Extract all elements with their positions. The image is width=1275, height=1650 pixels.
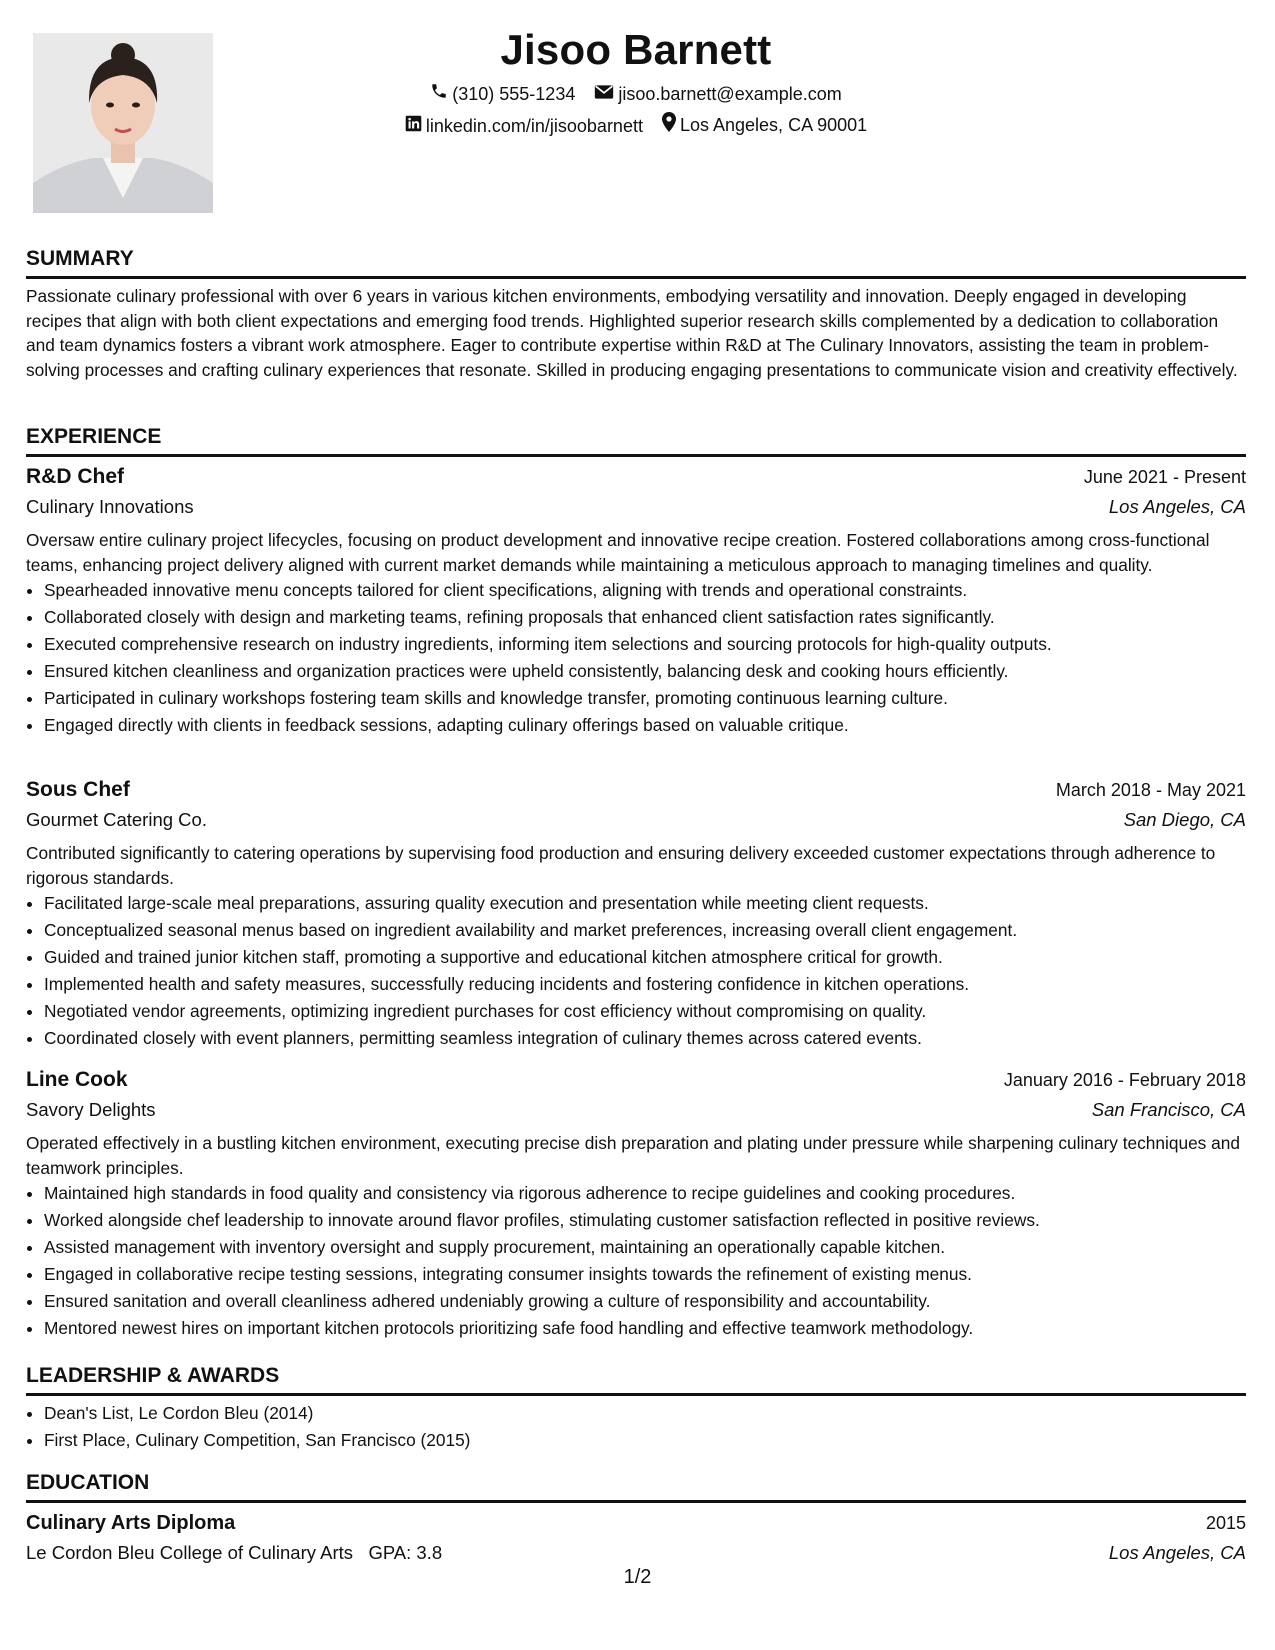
- summary-text: Passionate culinary professional with over 6 years in various kitchen environments, embodying versatility and innovation. Deeply engaged in developing recipes that align with both client expectations and emerging food trends. Highlighted superior research skills complemented by a dedication to collaboration and team dynamics fosters a vibrant work atmosphere. Eager to contribute expertise within R&D at The Culinary Innovators, assisting the team in problem-solving processes and crafting culinary experiences that resonate. Skilled in producing engaging presentations to communicate vision and creativity effectively.: [26, 286, 1238, 380]
- list-item: • Engaged directly with clients in feedback sessions, adapting culinary offerings based on valuable critique.: [44, 712, 1246, 739]
- list-item: • Implemented health and safety measures, successfully reducing incidents and fostering confidence in kitchen operations.: [44, 971, 1246, 998]
- page-number: 1/2: [623, 1566, 652, 1588]
- list-item: • Negotiated vendor agreements, optimizing ingredient purchases for cost efficiency without compromising on quality.: [44, 998, 1246, 1025]
- job-dates: March 2018 - May 2021: [1055, 780, 1246, 800]
- job-entry: [26, 462, 1246, 739]
- experience-heading: EXPERIENCE: [26, 424, 1246, 457]
- summary-heading: SUMMARY: [26, 246, 1246, 279]
- job-location: San Francisco, CA: [1091, 1099, 1246, 1120]
- job-description: Contributed significantly to catering operations by supervising food production and ensuring delivery exceeded customer expectations through adherence to rigorous standards.: [26, 843, 1216, 888]
- contact-line-1: [26, 82, 1246, 106]
- education-entry: [26, 1508, 1246, 1568]
- education-heading: EDUCATION: [26, 1470, 1246, 1503]
- list-item: • Spearheaded innovative menu concepts tailored for client specifications, aligning with trends and operational constraints.: [44, 577, 1246, 604]
- job-description: Operated effectively in a bustling kitchen environment, executing precise dish preparation and plating under pressure while sharpening culinary techniques and teamwork principles.: [26, 1133, 1240, 1178]
- list-item: • Facilitated large-scale meal preparations, assuring quality execution and presentation while meeting client requests.: [44, 890, 1246, 917]
- contact-email: [594, 82, 841, 106]
- phone-text[interactable]: (310) 555-1234: [452, 84, 576, 104]
- contact-line-2: [26, 112, 1246, 138]
- list-item: • Dean's List, Le Cordon Bleu (2014): [44, 1400, 1246, 1427]
- education-year: 2015: [1205, 1513, 1246, 1533]
- contact-linkedin: [405, 114, 643, 138]
- envelope-icon: [594, 82, 618, 106]
- list-item: • Assisted management with inventory oversight and supply procurement, maintaining an operationally capable kitchen.: [44, 1234, 1246, 1261]
- job-entry: [26, 1065, 1246, 1342]
- list-item: • Ensured kitchen cleanliness and organization practices were upheld consistently, balancing desk and cooking hours efficiently.: [44, 658, 1246, 685]
- job-dates: January 2016 - February 2018: [1003, 1070, 1246, 1090]
- school-line: [26, 1538, 442, 1568]
- location-text: Los Angeles, CA 90001: [679, 115, 868, 135]
- job-entry: [26, 775, 1246, 1052]
- job-company: Savory Delights: [26, 1099, 156, 1120]
- school-name: Le Cordon Bleu College of Culinary Arts: [26, 1542, 354, 1563]
- job-company: Culinary Innovations: [26, 496, 194, 517]
- candidate-name: Jisoo Barnett: [500, 26, 772, 73]
- linkedin-link[interactable]: linkedin.com/in/jisoobarnett: [425, 116, 643, 136]
- job-bullets: [26, 577, 1246, 739]
- linkedin-icon: [405, 114, 426, 138]
- list-item: • Ensured sanitation and overall cleanliness adhered undeniably growing a culture of responsibility and accountability.: [44, 1288, 1246, 1315]
- phone-icon: [430, 82, 452, 106]
- list-item: • First Place, Culinary Competition, San Francisco (2015): [44, 1427, 1246, 1454]
- list-item: • Executed comprehensive research on industry ingredients, informing item selections and sourcing protocols for high-quality outputs.: [44, 631, 1246, 658]
- job-bullets: [26, 890, 1246, 1052]
- contact-location: [662, 112, 867, 138]
- list-item: • Worked alongside chef leadership to innovate around flavor profiles, stimulating customer satisfaction reflected in positive reviews.: [44, 1207, 1246, 1234]
- awards-list: [26, 1400, 1246, 1454]
- list-item: • Participated in culinary workshops fostering team skills and knowledge transfer, promoting continuous learning culture.: [44, 685, 1246, 712]
- awards-list-block: [26, 1400, 1246, 1454]
- job-description: Oversaw entire culinary project lifecycles, focusing on product development and innovative recipe creation. Fostered collaborations among cross-functional teams, enhancing project delivery aligned with current market demands while maintaining a meticulous approach to managing timelines and quality.: [26, 530, 1210, 575]
- list-item: • Engaged in collaborative recipe testing sessions, integrating consumer insights towards the refinement of existing menus.: [44, 1261, 1246, 1288]
- list-item: • Maintained high standards in food quality and consistency via rigorous adherence to recipe guidelines and cooking procedures.: [44, 1180, 1246, 1207]
- job-title: Line Cook: [26, 1068, 128, 1091]
- job-location: Los Angeles, CA: [1108, 496, 1246, 517]
- resume-header: [26, 24, 1246, 138]
- email-link[interactable]: jisoo.barnett@example.com: [618, 84, 842, 104]
- education-location: Los Angeles, CA: [1108, 1542, 1246, 1563]
- resume-page: [26, 0, 1246, 1650]
- job-title: Sous Chef: [26, 778, 130, 801]
- job-dates: June 2021 - Present: [1083, 467, 1246, 487]
- contact-phone: [430, 82, 575, 106]
- list-item: • Guided and trained junior kitchen staff, promoting a supportive and educational kitchen atmosphere critical for growth.: [44, 944, 1246, 971]
- list-item: • Mentored newest hires on important kitchen protocols prioritizing safe food handling and effective teamwork methodology.: [44, 1315, 1246, 1342]
- list-item: • Coordinated closely with event planners, permitting seamless integration of culinary themes across catered events.: [44, 1025, 1246, 1052]
- list-item: • Conceptualized seasonal menus based on ingredient availability and market preferences, increasing overall client engagement.: [44, 917, 1246, 944]
- gpa: GPA: 3.8: [368, 1542, 443, 1563]
- awards-heading: LEADERSHIP & AWARDS: [26, 1363, 1246, 1396]
- job-title: R&D Chef: [26, 465, 124, 488]
- map-pin-icon: [662, 112, 680, 138]
- list-item: • Collaborated closely with design and marketing teams, refining proposals that enhanced client satisfaction rates significantly.: [44, 604, 1246, 631]
- job-bullets: [26, 1180, 1246, 1342]
- degree-title: Culinary Arts Diploma: [26, 1512, 236, 1534]
- job-location: San Diego, CA: [1123, 809, 1246, 830]
- job-company: Gourmet Catering Co.: [26, 809, 207, 830]
